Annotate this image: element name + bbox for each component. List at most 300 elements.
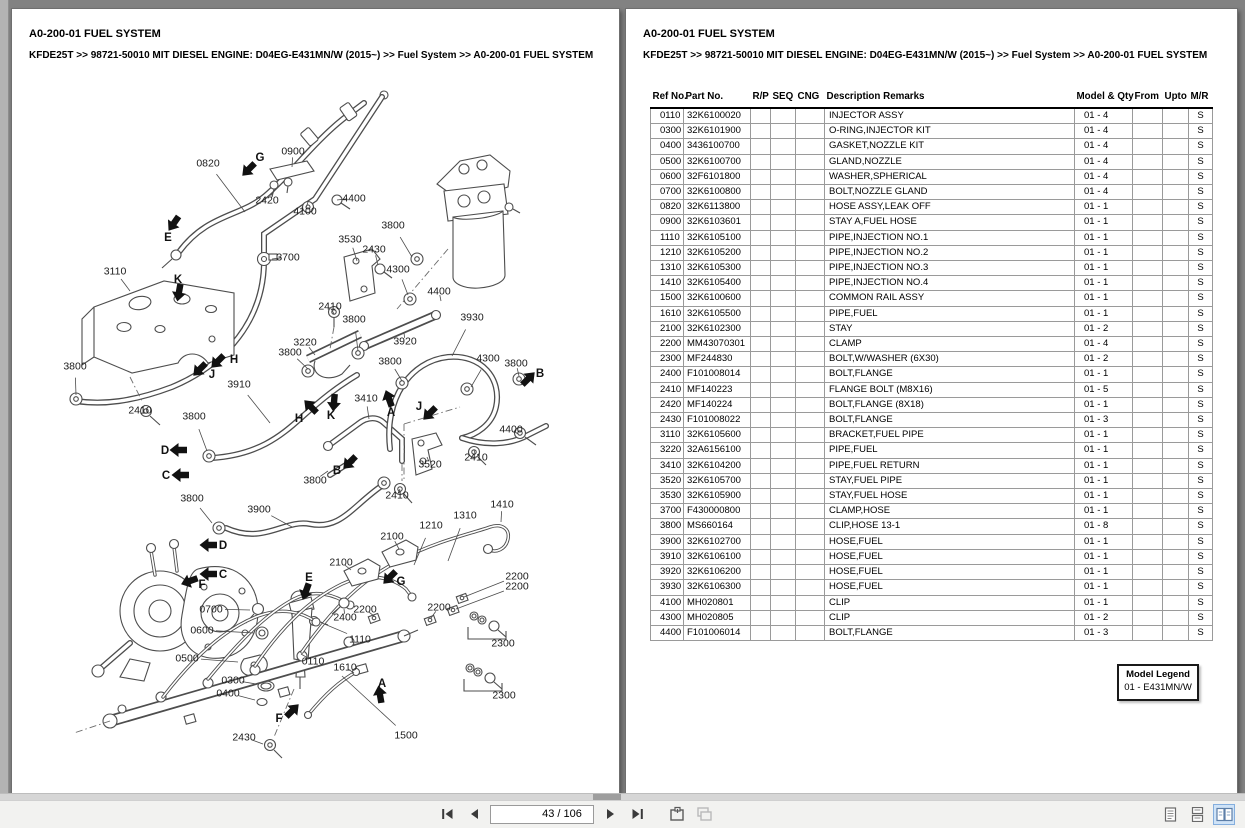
table-cell: 3900 bbox=[651, 534, 684, 549]
table-cell: 4300 bbox=[651, 610, 684, 625]
table-cell bbox=[1133, 413, 1163, 428]
reference-letter: D bbox=[160, 445, 170, 457]
table-cell bbox=[751, 169, 771, 184]
table-cell: S bbox=[1189, 230, 1213, 245]
snapshot-icon bbox=[668, 806, 686, 822]
callout-label: 0300 bbox=[221, 674, 245, 687]
table-cell bbox=[796, 215, 825, 230]
parts-table bbox=[650, 89, 1213, 641]
table-cell: 32K6106100 bbox=[684, 549, 751, 564]
table-row bbox=[651, 215, 1213, 230]
table-cell bbox=[1163, 245, 1189, 260]
table-cell: 01 - 3 bbox=[1075, 413, 1133, 428]
callout-label: 2420 bbox=[255, 194, 279, 207]
breadcrumb: KFDE25T >> 98721-50010 MIT DIESEL ENGINE: D04EG-E431MN/W (2015~) >> Fuel System >> A0-200-01 FUEL SYSTEM bbox=[29, 50, 594, 61]
pdf-page-right bbox=[625, 8, 1238, 794]
table-cell: MH020801 bbox=[684, 595, 751, 610]
table-cell bbox=[751, 337, 771, 352]
left-edge-scrollbar[interactable] bbox=[0, 0, 9, 794]
table-cell bbox=[1163, 215, 1189, 230]
table-cell bbox=[751, 139, 771, 154]
table-row bbox=[651, 245, 1213, 260]
table-cell: 3520 bbox=[651, 473, 684, 488]
table-cell bbox=[796, 565, 825, 580]
callout-label: 0600 bbox=[190, 624, 214, 637]
leader-line bbox=[402, 279, 408, 295]
table-cell: S bbox=[1189, 306, 1213, 321]
table-cell: S bbox=[1189, 504, 1213, 519]
table-cell bbox=[1133, 352, 1163, 367]
leader-line bbox=[239, 696, 255, 700]
table-cell bbox=[1163, 200, 1189, 215]
table-cell: BOLT,FLANGE (8X18) bbox=[825, 397, 1075, 412]
leader-line bbox=[464, 581, 504, 597]
table-cell bbox=[771, 230, 796, 245]
table-cell bbox=[771, 413, 796, 428]
table-cell: 3920 bbox=[651, 565, 684, 580]
table-cell: S bbox=[1189, 169, 1213, 184]
callout-label: 3800 bbox=[303, 474, 327, 487]
single-page-view-button[interactable] bbox=[1159, 804, 1181, 825]
reference-letter: E bbox=[305, 572, 313, 584]
callout-label: 0110 bbox=[301, 655, 325, 668]
table-cell bbox=[771, 397, 796, 412]
page-title: A0-200-01 FUEL SYSTEM bbox=[29, 28, 161, 40]
table-cell: 32K6103601 bbox=[684, 215, 751, 230]
table-cell bbox=[1133, 124, 1163, 139]
table-cell bbox=[796, 428, 825, 443]
table-cell bbox=[771, 382, 796, 397]
facing-view-button[interactable] bbox=[1213, 804, 1235, 825]
callout-label: 4400 bbox=[427, 285, 451, 298]
table-cell: F101008014 bbox=[684, 367, 751, 382]
table-cell bbox=[1133, 291, 1163, 306]
table-cell: 01 - 4 bbox=[1075, 108, 1133, 124]
callout-label: 2200 bbox=[505, 580, 529, 593]
table-cell: S bbox=[1189, 261, 1213, 276]
breadcrumb: KFDE25T >> 98721-50010 MIT DIESEL ENGINE: D04EG-E431MN/W (2015~) >> Fuel System >> A0-200-01 FUEL SYSTEM bbox=[643, 50, 1208, 61]
callout-label: 2410 bbox=[128, 404, 152, 417]
table-cell bbox=[1163, 306, 1189, 321]
direction-arrow-icon bbox=[172, 468, 190, 482]
table-cell bbox=[1163, 367, 1189, 382]
table-cell: WASHER,SPHERICAL bbox=[825, 169, 1075, 184]
column-header: Model & Qty bbox=[1075, 89, 1133, 108]
table-cell bbox=[751, 124, 771, 139]
callout-label: 2100 bbox=[329, 556, 353, 569]
table-cell bbox=[771, 306, 796, 321]
table-cell: HOSE,FUEL bbox=[825, 534, 1075, 549]
table-cell bbox=[796, 413, 825, 428]
callout-label: 3930 bbox=[460, 311, 484, 324]
table-cell: HOSE,FUEL bbox=[825, 565, 1075, 580]
table-cell bbox=[751, 458, 771, 473]
clipboard-button[interactable] bbox=[693, 804, 715, 824]
table-cell: 32K6105300 bbox=[684, 261, 751, 276]
table-cell bbox=[751, 443, 771, 458]
table-cell bbox=[751, 291, 771, 306]
last-page-button[interactable] bbox=[626, 804, 648, 824]
callout-label: 0820 bbox=[196, 157, 220, 170]
table-row bbox=[651, 489, 1213, 504]
table-row bbox=[651, 443, 1213, 458]
table-cell: 01 - 1 bbox=[1075, 230, 1133, 245]
table-cell: 32K6104200 bbox=[684, 458, 751, 473]
table-cell bbox=[1133, 565, 1163, 580]
table-cell: F101008022 bbox=[684, 413, 751, 428]
table-cell: 32F6101800 bbox=[684, 169, 751, 184]
table-cell: 01 - 8 bbox=[1075, 519, 1133, 534]
table-cell bbox=[1133, 169, 1163, 184]
table-cell: 01 - 1 bbox=[1075, 473, 1133, 488]
direction-arrow-icon bbox=[200, 538, 218, 552]
table-cell bbox=[796, 504, 825, 519]
table-row bbox=[651, 154, 1213, 169]
table-cell bbox=[751, 108, 771, 124]
leader-line bbox=[322, 623, 347, 634]
callout-label: 3910 bbox=[227, 378, 251, 391]
table-cell bbox=[771, 276, 796, 291]
table-cell: GASKET,NOZZLE KIT bbox=[825, 139, 1075, 154]
table-cell: 32K6105600 bbox=[684, 428, 751, 443]
table-cell: 2410 bbox=[651, 382, 684, 397]
previous-page-button[interactable] bbox=[463, 804, 485, 824]
table-cell: CLIP bbox=[825, 610, 1075, 625]
table-cell: BOLT,W/WASHER (6X30) bbox=[825, 352, 1075, 367]
table-cell: 01 - 1 bbox=[1075, 306, 1133, 321]
table-cell bbox=[751, 504, 771, 519]
table-cell bbox=[751, 230, 771, 245]
table-cell: HOSE,FUEL bbox=[825, 580, 1075, 595]
table-cell: STAY,FUEL HOSE bbox=[825, 489, 1075, 504]
table-cell bbox=[1163, 549, 1189, 564]
table-cell bbox=[1133, 245, 1163, 260]
table-cell bbox=[771, 534, 796, 549]
table-row bbox=[651, 185, 1213, 200]
table-cell bbox=[771, 580, 796, 595]
clipboard-icon bbox=[695, 806, 713, 822]
reference-letter: F bbox=[198, 579, 206, 591]
table-cell bbox=[1163, 534, 1189, 549]
table-cell bbox=[796, 276, 825, 291]
continuous-view-button[interactable] bbox=[1186, 804, 1208, 825]
table-cell: MH020805 bbox=[684, 610, 751, 625]
table-cell: 32K6105400 bbox=[684, 276, 751, 291]
table-cell: 3436100700 bbox=[684, 139, 751, 154]
table-row bbox=[651, 230, 1213, 245]
callout-label: 0500 bbox=[175, 652, 199, 665]
table-cell bbox=[771, 367, 796, 382]
next-page-icon bbox=[603, 807, 618, 821]
reference-letter: G bbox=[255, 152, 265, 164]
table-cell bbox=[771, 321, 796, 336]
table-cell: 1610 bbox=[651, 306, 684, 321]
snapshot-button[interactable] bbox=[666, 804, 688, 824]
table-cell bbox=[1163, 519, 1189, 534]
table-row bbox=[651, 352, 1213, 367]
column-header: Ref No. bbox=[651, 89, 684, 108]
table-cell bbox=[796, 169, 825, 184]
callout-label: 3800 bbox=[180, 492, 204, 505]
table-cell: S bbox=[1189, 519, 1213, 534]
leader-line bbox=[452, 329, 466, 356]
column-header: Part No. bbox=[684, 89, 751, 108]
table-cell: 2300 bbox=[651, 352, 684, 367]
table-cell: 32K6105700 bbox=[684, 473, 751, 488]
table-cell bbox=[771, 473, 796, 488]
table-cell: S bbox=[1189, 625, 1213, 640]
table-cell: 01 - 2 bbox=[1075, 321, 1133, 336]
direction-arrow-icon bbox=[170, 443, 188, 457]
table-cell bbox=[1163, 458, 1189, 473]
table-cell bbox=[771, 154, 796, 169]
table-cell: S bbox=[1189, 276, 1213, 291]
table-cell bbox=[1133, 139, 1163, 154]
table-cell: S bbox=[1189, 595, 1213, 610]
table-cell bbox=[796, 625, 825, 640]
column-header: From bbox=[1133, 89, 1163, 108]
table-cell: S bbox=[1189, 580, 1213, 595]
table-cell: 32K6105900 bbox=[684, 489, 751, 504]
table-cell: S bbox=[1189, 397, 1213, 412]
table-cell: 01 - 1 bbox=[1075, 534, 1133, 549]
callout-label: 1210 bbox=[419, 519, 443, 532]
callout-label: 0900 bbox=[281, 145, 305, 158]
table-cell: 1310 bbox=[651, 261, 684, 276]
page-navigation bbox=[436, 804, 715, 824]
callout-label: 3520 bbox=[418, 458, 442, 471]
table-cell bbox=[751, 549, 771, 564]
table-cell: 1110 bbox=[651, 230, 684, 245]
table-cell bbox=[751, 261, 771, 276]
callout-label: 3900 bbox=[247, 503, 271, 516]
parts-table-header-row bbox=[651, 89, 1213, 108]
table-cell bbox=[751, 625, 771, 640]
table-cell: 01 - 1 bbox=[1075, 397, 1133, 412]
reference-letter: E bbox=[164, 232, 172, 244]
table-row bbox=[651, 625, 1213, 640]
table-cell: S bbox=[1189, 245, 1213, 260]
table-cell: 01 - 4 bbox=[1075, 124, 1133, 139]
table-cell: CLIP bbox=[825, 595, 1075, 610]
table-cell: F101006014 bbox=[684, 625, 751, 640]
reference-letter: K bbox=[173, 274, 183, 286]
callout-label: 3800 bbox=[381, 219, 405, 232]
table-cell: CLAMP bbox=[825, 337, 1075, 352]
table-row bbox=[651, 276, 1213, 291]
table-cell bbox=[771, 245, 796, 260]
reference-letter: F bbox=[275, 713, 283, 725]
table-cell bbox=[1133, 306, 1163, 321]
table-cell: 32K6100020 bbox=[684, 108, 751, 124]
table-cell: FLANGE BOLT (M8X16) bbox=[825, 382, 1075, 397]
leader-line bbox=[448, 528, 460, 561]
previous-page-icon bbox=[467, 807, 482, 821]
table-cell bbox=[1133, 382, 1163, 397]
table-cell bbox=[771, 595, 796, 610]
reference-letter: K bbox=[326, 410, 336, 422]
table-cell bbox=[796, 549, 825, 564]
table-cell bbox=[1163, 230, 1189, 245]
table-cell: CLIP,HOSE 13-1 bbox=[825, 519, 1075, 534]
table-cell bbox=[796, 124, 825, 139]
table-row bbox=[651, 321, 1213, 336]
leader-line bbox=[121, 279, 130, 291]
column-header: R/P bbox=[751, 89, 771, 108]
first-page-icon bbox=[440, 807, 455, 821]
model-legend-box bbox=[1117, 664, 1199, 701]
table-cell bbox=[796, 443, 825, 458]
table-cell bbox=[1163, 154, 1189, 169]
table-cell: S bbox=[1189, 124, 1213, 139]
table-cell: MF244830 bbox=[684, 352, 751, 367]
leader-line bbox=[342, 676, 396, 726]
fuel-system-diagram bbox=[12, 9, 619, 793]
table-cell: 0500 bbox=[651, 154, 684, 169]
table-cell: 32K6100800 bbox=[684, 185, 751, 200]
table-cell: S bbox=[1189, 215, 1213, 230]
table-cell: BRACKET,FUEL PIPE bbox=[825, 428, 1075, 443]
table-cell: 32K6102700 bbox=[684, 534, 751, 549]
fuel-filter bbox=[397, 155, 520, 309]
reference-letter: H bbox=[294, 413, 304, 425]
table-cell bbox=[796, 397, 825, 412]
table-cell bbox=[1133, 458, 1163, 473]
table-row bbox=[651, 473, 1213, 488]
callout-label: 3800 bbox=[63, 360, 87, 373]
leader-line bbox=[471, 370, 481, 387]
first-page-button[interactable] bbox=[436, 804, 458, 824]
table-cell bbox=[1163, 276, 1189, 291]
table-cell bbox=[1133, 337, 1163, 352]
callout-label: 4400 bbox=[499, 423, 523, 436]
leader-line bbox=[199, 429, 207, 451]
page-number-box bbox=[490, 805, 594, 824]
table-row bbox=[651, 428, 1213, 443]
table-cell: PIPE,INJECTION NO.1 bbox=[825, 230, 1075, 245]
table-cell bbox=[1163, 352, 1189, 367]
table-cell bbox=[796, 610, 825, 625]
table-cell bbox=[751, 565, 771, 580]
table-cell: BOLT,FLANGE bbox=[825, 625, 1075, 640]
table-cell bbox=[751, 489, 771, 504]
callout-label: 3220 bbox=[293, 336, 317, 349]
table-row bbox=[651, 306, 1213, 321]
table-cell bbox=[796, 352, 825, 367]
leader-line bbox=[200, 508, 212, 523]
table-cell bbox=[1163, 413, 1189, 428]
table-cell: 01 - 1 bbox=[1075, 504, 1133, 519]
table-cell bbox=[751, 185, 771, 200]
table-cell: 01 - 1 bbox=[1075, 565, 1133, 580]
table-cell bbox=[1163, 443, 1189, 458]
table-cell: BOLT,FLANGE bbox=[825, 413, 1075, 428]
callout-label: 2200 bbox=[353, 603, 377, 616]
table-cell: S bbox=[1189, 534, 1213, 549]
table-cell: 32K6100700 bbox=[684, 154, 751, 169]
table-cell: 32K6105200 bbox=[684, 245, 751, 260]
next-page-button[interactable] bbox=[599, 804, 621, 824]
table-cell: PIPE,INJECTION NO.4 bbox=[825, 276, 1075, 291]
parts-table-body bbox=[651, 108, 1213, 641]
callout-label: 1110 bbox=[349, 633, 371, 646]
table-cell bbox=[796, 261, 825, 276]
table-cell: 01 - 1 bbox=[1075, 489, 1133, 504]
table-cell bbox=[771, 428, 796, 443]
table-cell bbox=[751, 519, 771, 534]
reference-letter: A bbox=[377, 678, 387, 690]
callout-label: 3800 bbox=[182, 410, 206, 423]
table-cell bbox=[751, 610, 771, 625]
table-cell: 01 - 4 bbox=[1075, 154, 1133, 169]
table-cell bbox=[771, 458, 796, 473]
table-cell bbox=[796, 306, 825, 321]
table-cell: 01 - 4 bbox=[1075, 169, 1133, 184]
table-cell bbox=[796, 473, 825, 488]
table-cell bbox=[751, 245, 771, 260]
table-cell: S bbox=[1189, 413, 1213, 428]
table-cell bbox=[1133, 367, 1163, 382]
table-cell bbox=[771, 565, 796, 580]
table-cell bbox=[1163, 610, 1189, 625]
table-cell: 01 - 1 bbox=[1075, 200, 1133, 215]
table-cell bbox=[771, 108, 796, 124]
table-row bbox=[651, 580, 1213, 595]
table-row bbox=[651, 519, 1213, 534]
table-cell bbox=[1133, 230, 1163, 245]
reference-letter: J bbox=[415, 401, 423, 413]
table-cell: S bbox=[1189, 428, 1213, 443]
table-cell: S bbox=[1189, 291, 1213, 306]
table-cell bbox=[1163, 489, 1189, 504]
table-cell: 01 - 2 bbox=[1075, 352, 1133, 367]
table-cell: S bbox=[1189, 549, 1213, 564]
table-cell bbox=[1133, 580, 1163, 595]
table-cell: 32K6100600 bbox=[684, 291, 751, 306]
callout-label: 0400 bbox=[216, 687, 240, 700]
table-cell: S bbox=[1189, 473, 1213, 488]
table-cell: 3800 bbox=[651, 519, 684, 534]
column-header: M/R bbox=[1189, 89, 1213, 108]
horizontal-scrollbar[interactable] bbox=[0, 793, 1245, 800]
table-cell bbox=[751, 534, 771, 549]
table-cell: 01 - 4 bbox=[1075, 185, 1133, 200]
table-cell: 0900 bbox=[651, 215, 684, 230]
table-cell bbox=[1133, 519, 1163, 534]
callout-label: 2200 bbox=[505, 570, 529, 583]
table-cell: 2200 bbox=[651, 337, 684, 352]
facing-view-icon bbox=[1216, 807, 1233, 822]
table-cell bbox=[1133, 504, 1163, 519]
table-cell: 3110 bbox=[651, 428, 684, 443]
callout-label: 1610 bbox=[333, 661, 357, 674]
table-cell: 4400 bbox=[651, 625, 684, 640]
table-cell bbox=[771, 291, 796, 306]
table-cell bbox=[796, 321, 825, 336]
table-cell bbox=[796, 185, 825, 200]
table-cell: S bbox=[1189, 610, 1213, 625]
table-cell bbox=[1133, 200, 1163, 215]
table-row bbox=[651, 504, 1213, 519]
table-cell: HOSE,FUEL bbox=[825, 549, 1075, 564]
leader-line bbox=[248, 395, 270, 423]
table-cell: 2400 bbox=[651, 367, 684, 382]
fuel-hose-stay-2 bbox=[344, 249, 416, 305]
single-page-icon bbox=[1164, 807, 1177, 822]
table-cell: S bbox=[1189, 443, 1213, 458]
table-cell bbox=[796, 367, 825, 382]
table-cell bbox=[1133, 215, 1163, 230]
